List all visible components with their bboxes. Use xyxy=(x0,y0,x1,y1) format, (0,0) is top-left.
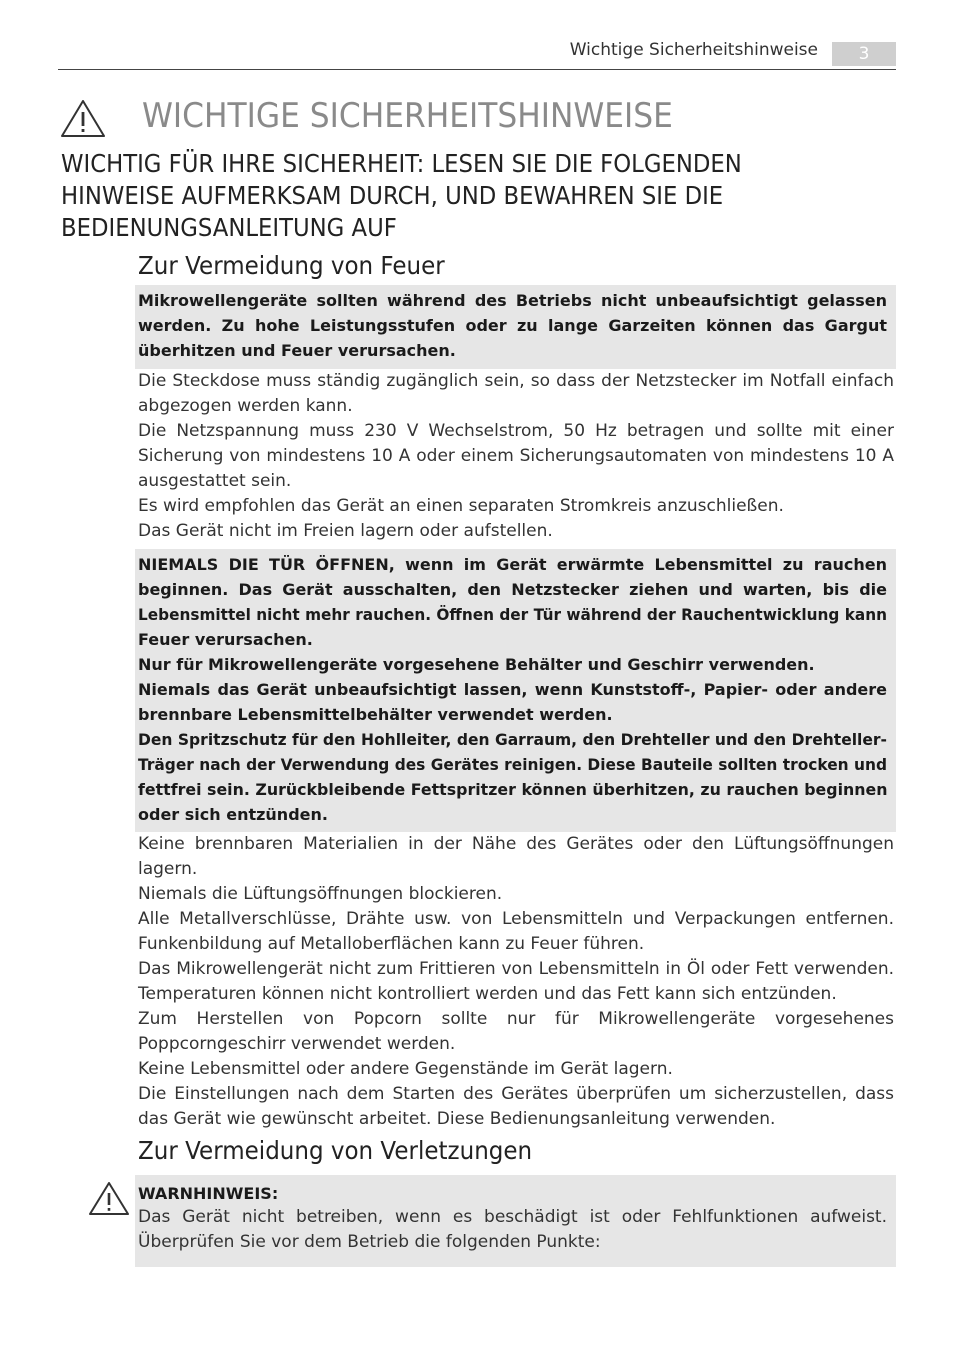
text-line: Das Gerät nicht im Freien lagern oder aufstellen. xyxy=(138,521,553,541)
running-header-title: Wichtige Sicherheitshinweise xyxy=(569,40,818,60)
text-line: Das Gerät nicht betreiben, wenn es beschädigt ist oder Fehlfunktionen aufweist. xyxy=(138,1207,887,1227)
warning-triangle-icon xyxy=(88,1180,130,1216)
text-line: Feuer verursachen. xyxy=(138,630,313,649)
warning-label-text: WARNHINWEIS: xyxy=(138,1184,279,1203)
text-line: NIEMALS DIE TÜR ÖFFNEN, wenn im Gerät erwärmte Lebensmittel zu rauchen xyxy=(138,555,887,574)
text-line: Keine Lebensmittel oder andere Gegenstände im Gerät lagern. xyxy=(138,1059,673,1079)
text-line: Die Steckdose muss ständig zugänglich sein, so dass der Netzstecker im Notfall einfach xyxy=(138,371,894,391)
text-line: Keine brennbaren Materialien in der Nähe des Gerätes oder den Lüftungsöffnungen xyxy=(138,834,894,854)
page-title: WICHTIGE SICHERHEITSHINWEISE xyxy=(142,96,673,136)
text-line: Zum Herstellen von Popcorn sollte nur für Mikrowellengeräte vorgesehenes xyxy=(138,1009,894,1029)
text-line: beginnen. Das Gerät ausschalten, den Netzstecker ziehen und warten, bis die xyxy=(138,580,887,599)
text-line: Mikrowellengeräte sollten während des Betriebs nicht unbeaufsichtigt gelassen xyxy=(138,291,887,310)
section-heading-fire: Zur Vermeidung von Feuer xyxy=(138,251,445,280)
text-line: Temperaturen können nicht kontrolliert werden und das Fett kann sich entzünden. xyxy=(138,984,837,1004)
text-line: oder sich entzünden. xyxy=(138,805,328,824)
text-line: ausgestattet sein. xyxy=(138,471,292,491)
text-line: Es wird empfohlen das Gerät an einen separaten Stromkreis anzuschließen. xyxy=(138,496,784,516)
text-line: Träger nach der Verwendung des Gerätes reinigen. Diese Bauteile sollten trocken und xyxy=(138,755,887,774)
text-line: Funkenbildung auf Metalloberflächen kann zu Feuer führen. xyxy=(138,934,645,954)
text-line: Sicherung von mindestens 10 A oder einem Sicherungsautomaten von mindestens 10 A xyxy=(138,446,894,466)
warning-label xyxy=(138,1181,887,1206)
text-line: fettfrei sein. Zurückbleibende Fettspritzer können überhitzen, zu rauchen beginnen xyxy=(138,780,888,799)
text-line: Überprüfen Sie vor dem Betrieb die folgenden Punkte: xyxy=(138,1232,601,1252)
text-line: Niemals das Gerät unbeaufsichtigt lassen, wenn Kunststoff-, Papier- oder andere xyxy=(138,680,887,699)
section-heading-injury: Zur Vermeidung von Verletzungen xyxy=(138,1136,533,1165)
highlight-text-fire-1 xyxy=(138,288,887,363)
text-line: Die Einstellungen nach dem Starten des Gerätes überprüfen um sicherzustellen, dass xyxy=(138,1084,894,1104)
paragraph-fire-2 xyxy=(138,832,894,1132)
text-line: werden. Zu hohe Leistungsstufen oder zu lange Garzeiten können das Gargut xyxy=(138,316,887,335)
text-line: überhitzen und Feuer verursachen. xyxy=(138,341,456,360)
safety-subtitle: WICHTIG FÜR IHRE SICHERHEIT: LESEN SIE DIE FOLGENDEN HINWEISE AUFMERKSAM DURCH, UND BEWAHREN SIE DIE BEDIENUNGSANLEITUNG AUF xyxy=(61,149,742,242)
text-line: Den Spritzschutz für den Hohlleiter, den Garraum, den Drehteller und den Drehteller- xyxy=(138,730,887,749)
header-divider xyxy=(58,69,896,70)
text-line: Alle Metallverschlüsse, Drähte usw. von Lebensmitteln und Verpackungen entfernen. xyxy=(138,909,894,929)
text-line: abgezogen werden kann. xyxy=(138,396,353,416)
warning-triangle-icon xyxy=(60,98,106,138)
text-line: brennbare Lebensmittelbehälter verwendet werden. xyxy=(138,705,613,724)
text-line: Lebensmittel nicht mehr rauchen. Öffnen der Tür während der Rauchentwicklung kann xyxy=(138,605,887,624)
warning-text xyxy=(138,1205,887,1255)
page-number: 3 xyxy=(832,42,896,66)
highlight-text-fire-2 xyxy=(138,552,887,827)
text-line: Das Mikrowellengerät nicht zum Frittieren von Lebensmitteln in Öl oder Fett verwenden. xyxy=(138,959,894,979)
text-line: Die Netzspannung muss 230 V Wechselstrom, 50 Hz betragen und sollte mit einer xyxy=(138,421,894,441)
text-line: lagern. xyxy=(138,859,198,879)
text-line: Nur für Mikrowellengeräte vorgesehene Behälter und Geschirr verwenden. xyxy=(138,655,815,674)
text-line: Niemals die Lüftungsöffnungen blockieren. xyxy=(138,884,503,904)
paragraph-fire-1 xyxy=(138,369,894,544)
text-line: Poppcorngeschirr verwendet werden. xyxy=(138,1034,456,1054)
text-line: das Gerät wie gewünscht arbeitet. Diese Bedienungsanleitung verwenden. xyxy=(138,1109,776,1129)
